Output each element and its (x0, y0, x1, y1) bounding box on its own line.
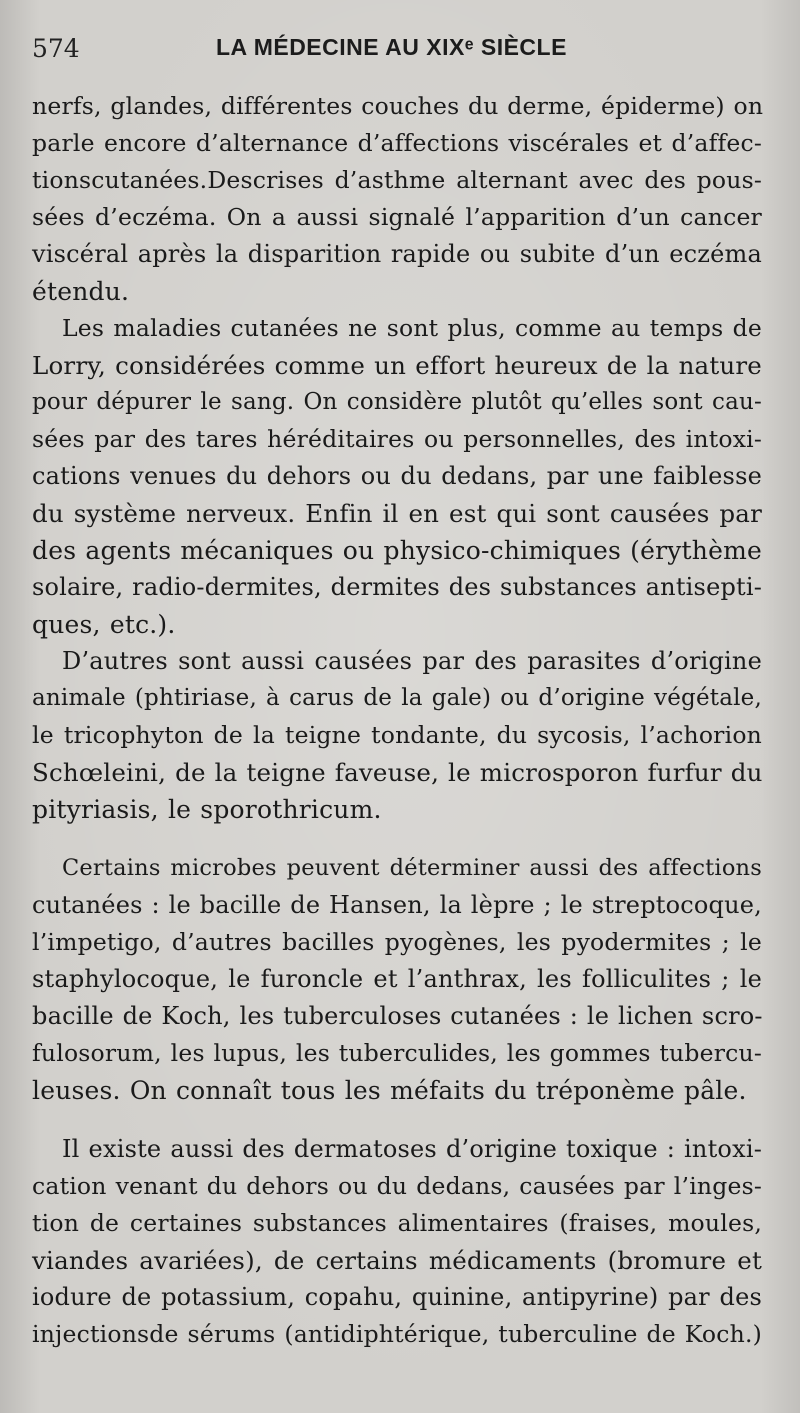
text-line: staphylocoque, le furoncle et l’anthrax, les folliculites ; le (32, 965, 762, 993)
paragraph-gap (32, 828, 762, 850)
text-line: étendu. (32, 277, 130, 306)
text-line: cations venues du dehors ou du dedans, par une faiblesse (32, 462, 762, 490)
text-line: cation venant du dehors ou du dedans, causées par l’inges- (32, 1172, 762, 1200)
book-page (32, 28, 762, 1353)
text-line: sées d’eczéma. On a aussi signalé l’apparition d’un cancer (32, 203, 762, 231)
text-line: leuses. On connaît tous les méfaits du tréponème pâle. (32, 1076, 747, 1105)
text-line: parle encore d’alternance d’affections viscérales et d’affec- (32, 129, 762, 157)
text-line: injectionsde sérums (antidiphtérique, tuberculine de Koch.) (32, 1320, 762, 1348)
text-line: Certains microbes peuvent déterminer aussi des affections (62, 855, 762, 881)
paragraph-3 (32, 643, 762, 828)
text-line: pour dépurer le sang. On considère plutôt qu’elles sont cau- (32, 389, 762, 415)
text-line: l’impetigo, d’autres bacilles pyogènes, les pyodermites ; le (32, 928, 762, 956)
text-line: fulosorum, les lupus, les tuberculides, les gommes tubercu- (32, 1039, 762, 1067)
paragraph-4 (32, 850, 762, 1109)
text-line: cutanées : le bacille de Hansen, la lèpre ; le streptocoque, (32, 891, 762, 919)
text-line: le tricophyton de la teigne tondante, du sycosis, l’achorion (32, 721, 762, 749)
text-line: solaire, radio-dermites, dermites des substances antisepti- (32, 573, 763, 601)
text-line: D’autres sont aussi causées par des parasites d’origine (62, 647, 762, 675)
text-line: ques, etc.). (32, 610, 176, 639)
text-line: tion de certaines substances alimentaires (fraises, moules, (32, 1209, 762, 1237)
text-line: animale (phtiriase, à carus de la gale) ou d’origine végétale, (32, 685, 762, 711)
text-line: iodure de potassium, copahu, quinine, antipyrine) par des (32, 1283, 762, 1311)
text-line: Les maladies cutanées ne sont plus, comme au temps de (62, 314, 762, 342)
text-line: Il existe aussi des dermatoses d’origine toxique : intoxi- (62, 1135, 762, 1163)
page-number: 574 (32, 34, 80, 63)
text-line: tionscutanées.Descrises d’asthme alternant avec des pous- (32, 166, 762, 194)
text-line: viscéral après la disparition rapide ou subite d’un eczéma (32, 240, 762, 268)
paragraph-2 (32, 310, 762, 643)
running-head: LA MÉDECINE AU XIXᵉ SIÈCLE (216, 34, 567, 60)
text-line: bacille de Koch, les tuberculoses cutanées : le lichen scro- (32, 1002, 763, 1030)
body-text (32, 88, 762, 1353)
text-line: Schœleini, de la teigne faveuse, le microsporon furfur du (32, 758, 763, 787)
text-line: pityriasis, le sporothricum. (32, 795, 382, 824)
paragraph-gap (32, 1109, 762, 1131)
paragraph-1 (32, 88, 762, 310)
page-header (32, 28, 762, 74)
text-line: sées par des tares héréditaires ou personnelles, des intoxi- (32, 425, 762, 453)
text-line: du système nerveux. Enfin il en est qui sont causées par (32, 499, 762, 528)
text-line: nerfs, glandes, différentes couches du derme, épiderme) on (32, 92, 764, 120)
text-line: Lorry, considérées comme un effort heureux de la nature (32, 351, 762, 380)
text-line: des agents mécaniques ou physico-chimiques (érythème (32, 536, 762, 565)
text-line: viandes avariées), de certains médicaments (bromure et (32, 1246, 762, 1275)
paragraph-5 (32, 1131, 762, 1353)
